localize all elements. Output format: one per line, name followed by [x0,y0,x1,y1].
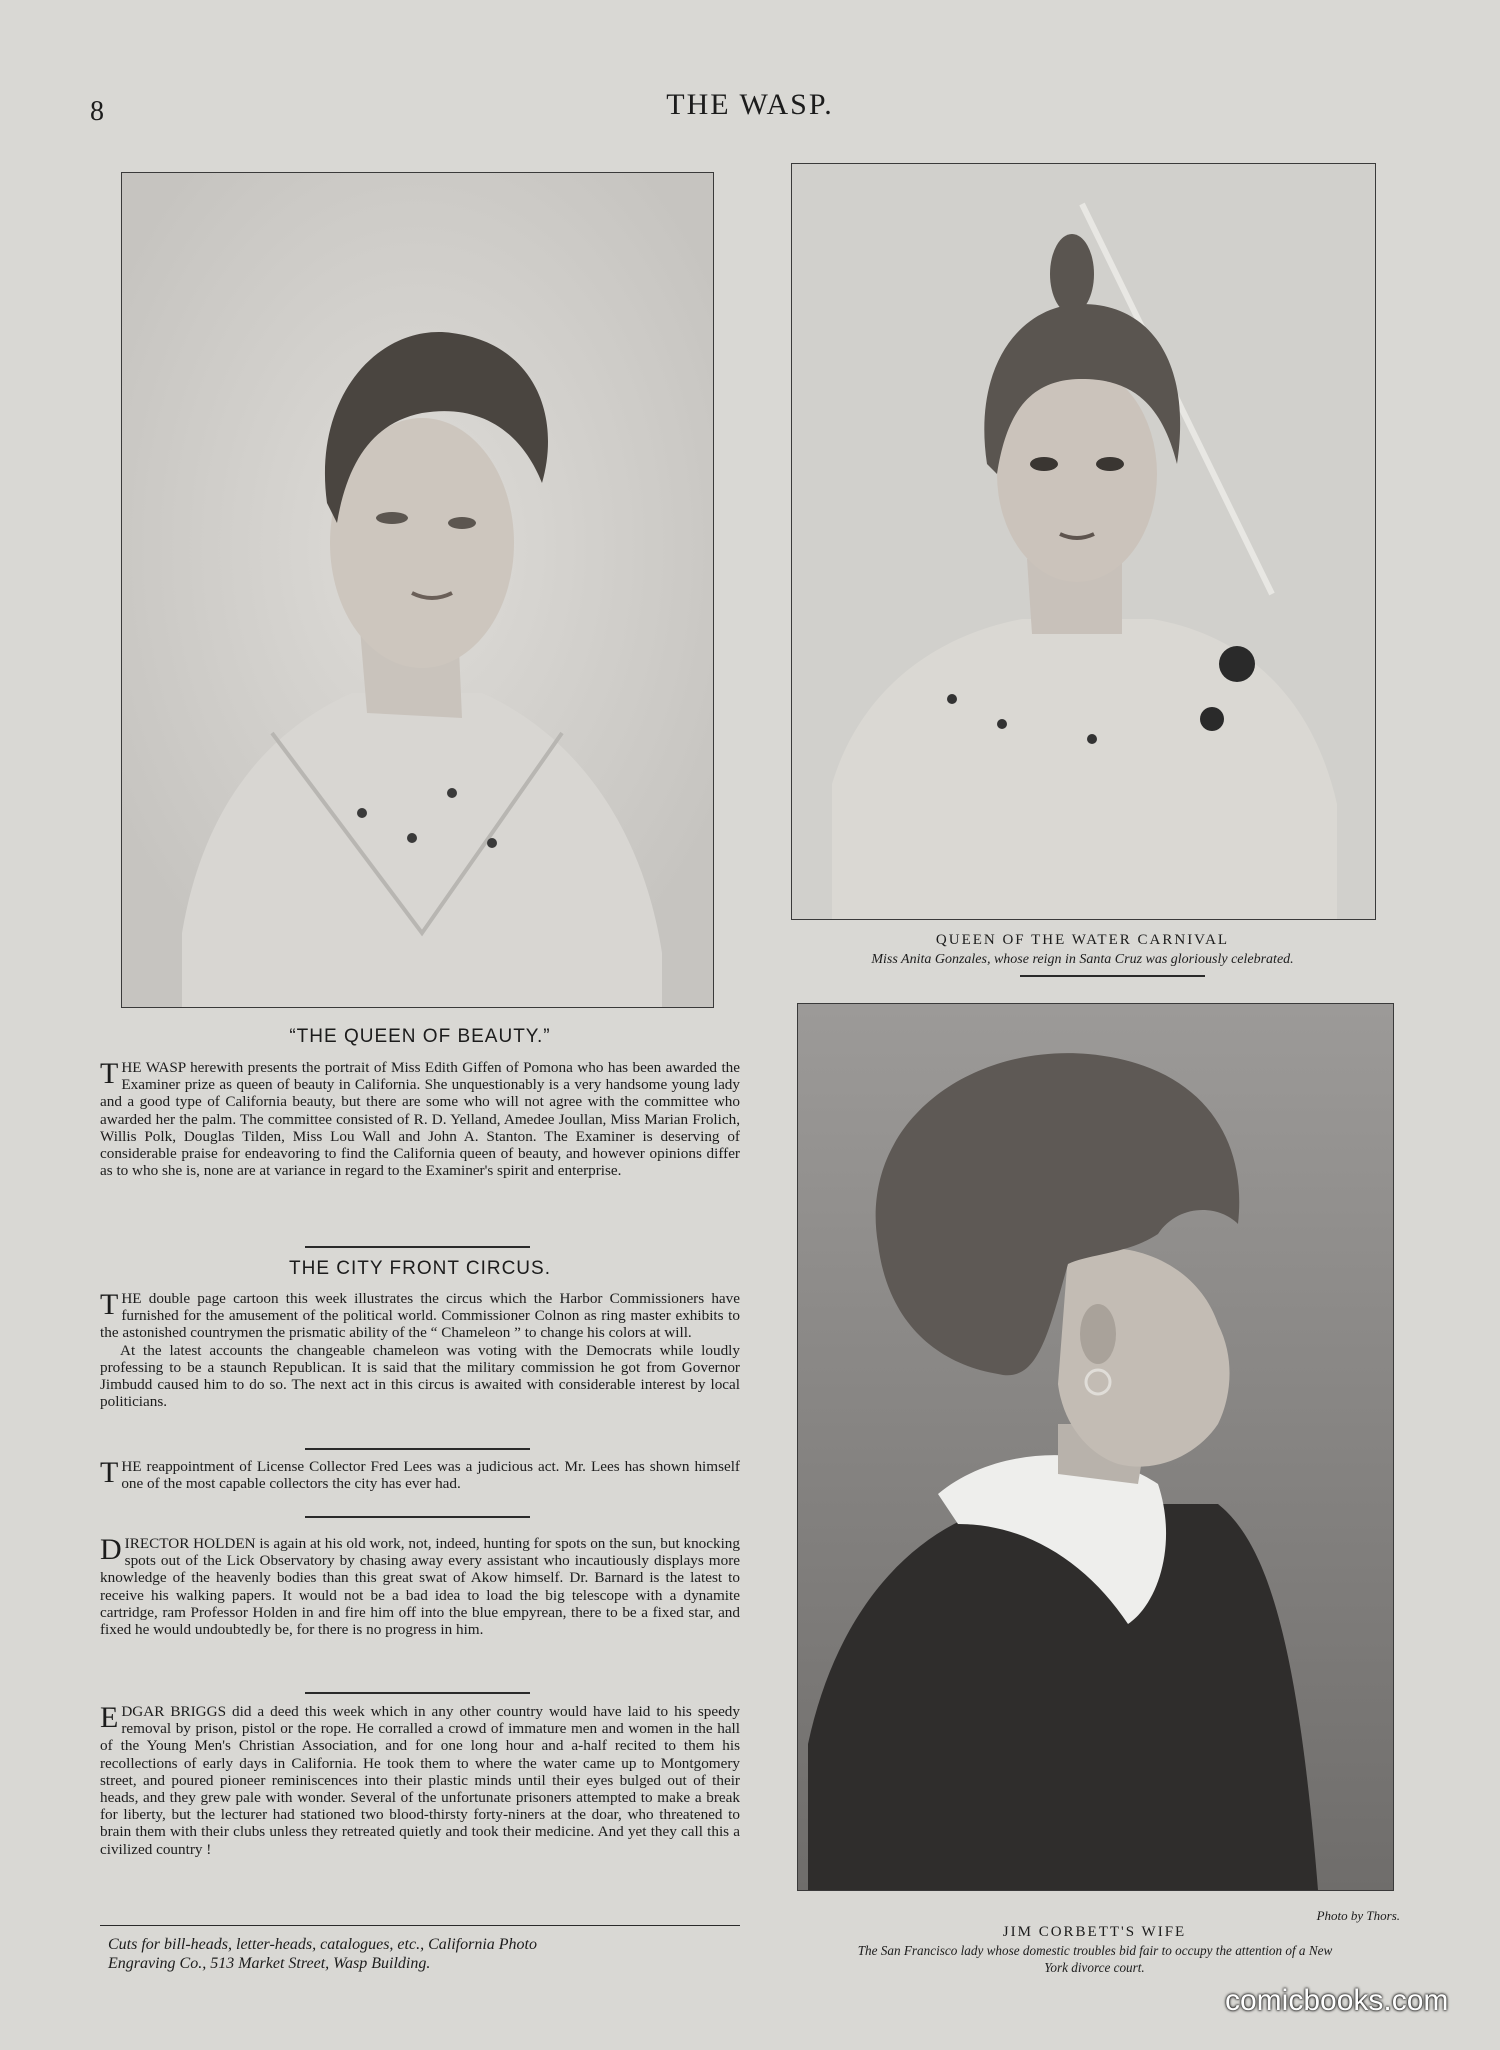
headline-city-front-circus: THE CITY FRONT CIRCUS. [289,1258,551,1279]
article-body-text: HE double page cartoon this week illustrates the circus which the Harbor Commissioners have furnished for the amusement of the political world. Commissioner Colnon as ring master exhibits to the astonished countrymen the prismatic ability of the “ Chameleon ” to change his colors at will. [100,1290,740,1342]
divider-rule [305,1448,530,1450]
footer-ad-line-2: Engraving Co., 513 Market Street, Wasp Building. [108,1955,431,1972]
divider-rule [100,1925,740,1926]
watermark: comicbooks.com [1225,1984,1449,2017]
article-director-holden [100,1535,740,1638]
photo-credit: Photo by Thors. [1316,1908,1400,1923]
portrait-photo-left [121,172,714,1008]
caption-sub-corbett-wife-2: York divorce court. [1044,1960,1145,1975]
article-body-text-2: At the latest accounts the changeable chameleon was voting with the Democrats while loudly professing to be a staunch Republican. It is said that the military commission he got from Governor Jimbudd caused him to do so. The next act in this circus is awaited with considerable interest by local politicians. [100,1341,740,1411]
drop-cap: E [100,1701,119,1734]
article-license-collector [100,1458,740,1492]
article-body-text: HE reappointment of License Collector Fred Lees was a judicious act. Mr. Lees has shown himself one of the most capable collectors the city has ever had. [121,1458,740,1493]
portrait-photo-top-right [791,163,1376,920]
caption-title-water-carnival: QUEEN OF THE WATER CARNIVAL [935,932,1230,948]
footer-advertisement [108,1935,738,1973]
divider-rule [305,1246,530,1248]
article-queen-of-beauty [100,1026,740,1179]
drop-cap: T [100,1057,119,1090]
divider-rule [1020,975,1205,977]
article-edgar-briggs-body [100,1703,740,1858]
drop-cap: T [100,1288,119,1321]
article-queen-of-beauty-body [100,1059,740,1179]
masthead-title: THE WASP. [666,88,834,121]
article-body-text: DGAR BRIGGS did a deed this week which in any other country would have laid to his speedy removal by prison, pistol or the rope. He corralled a crowd of immature men and women in the hall of the Young Men's Christian Association, and for one long hour and a-half recited to them his recollections of early days in California. He took them to where the water came up to Montgomery street, and poured pioneer reminiscences into their plastic minds until their eyes bulged out of their heads, and they grew pale with wonder. Several of the unfortunate prisoners attempted to make a break for liberty, but the lecturer had stationed two blood-thirsty forty-niners at the doar, who threatened to brain them with their clubs unless they retreated quietly and took their medicine. And yet they call this a civilized country ! [100,1703,740,1858]
article-city-front-circus [100,1258,740,1410]
portrait-photo-icon [122,173,713,1007]
caption-sub-corbett-wife-1: The San Francisco lady whose domestic troubles bid fair to occupy the attention of a New [857,1943,1333,1958]
article-edgar-briggs [100,1703,740,1858]
portrait-photo-bottom-right [797,1003,1394,1891]
article-body-text: HE WASP herewith presents the portrait of Miss Edith Giffen of Pomona who has been awarded the Examiner prize as queen of beauty in California. She unquestionably is a very handsome young lady and a good type of California beauty, but there are some who will not agree with the committee who awarded her the palm. The committee consisted of R. D. Yelland, Amedee Joullan, Miss Marian Frolich, Willis Polk, Douglas Tilden, Miss Lou Wall and John A. Stanton. The Examiner is deserving of considerable praise for endeavoring to find the California queen of beauty, and however opinions differ as to who she is, none are at variance in regard to the Examiner's spirit and enterprise. [100,1059,740,1180]
headline-queen-of-beauty: “THE QUEEN OF BEAUTY.” [289,1026,551,1047]
footer-ad-line-1: Cuts for bill-heads, letter-heads, catalogues, etc., California Photo [108,1936,537,1953]
portrait-photo-icon [798,1004,1393,1890]
caption-title-corbett-wife: JIM CORBETT'S WIFE [1002,1924,1187,1940]
drop-cap: T [100,1456,119,1489]
caption-sub-water-carnival: Miss Anita Gonzales, whose reign in Santa Cruz was gloriously celebrated. [871,952,1294,967]
article-city-front-circus-body [100,1290,740,1410]
article-director-holden-body [100,1535,740,1638]
article-license-collector-body [100,1458,740,1492]
page-number: 8 [90,96,104,127]
divider-rule [305,1516,530,1518]
divider-rule [305,1692,530,1694]
article-body-text: IRECTOR HOLDEN is again at his old work, not, indeed, hunting for spots on the sun, but knocking spots out of the Lick Observatory by chasing away every assistant who incautiously displays more knowledge of the heavenly bodies than this great swat of Akow himself. Dr. Barnard is the latest to receive his walking papers. It would not be a bad idea to load the big telescope with a dynamite cartridge, ram Professor Holden in and fire him off into the blue empyrean, there to be a fixed star, and fixed he would undoubtedly be, for there is no progress in him. [100,1535,740,1639]
drop-cap: D [100,1533,122,1566]
portrait-photo-icon [792,164,1375,919]
